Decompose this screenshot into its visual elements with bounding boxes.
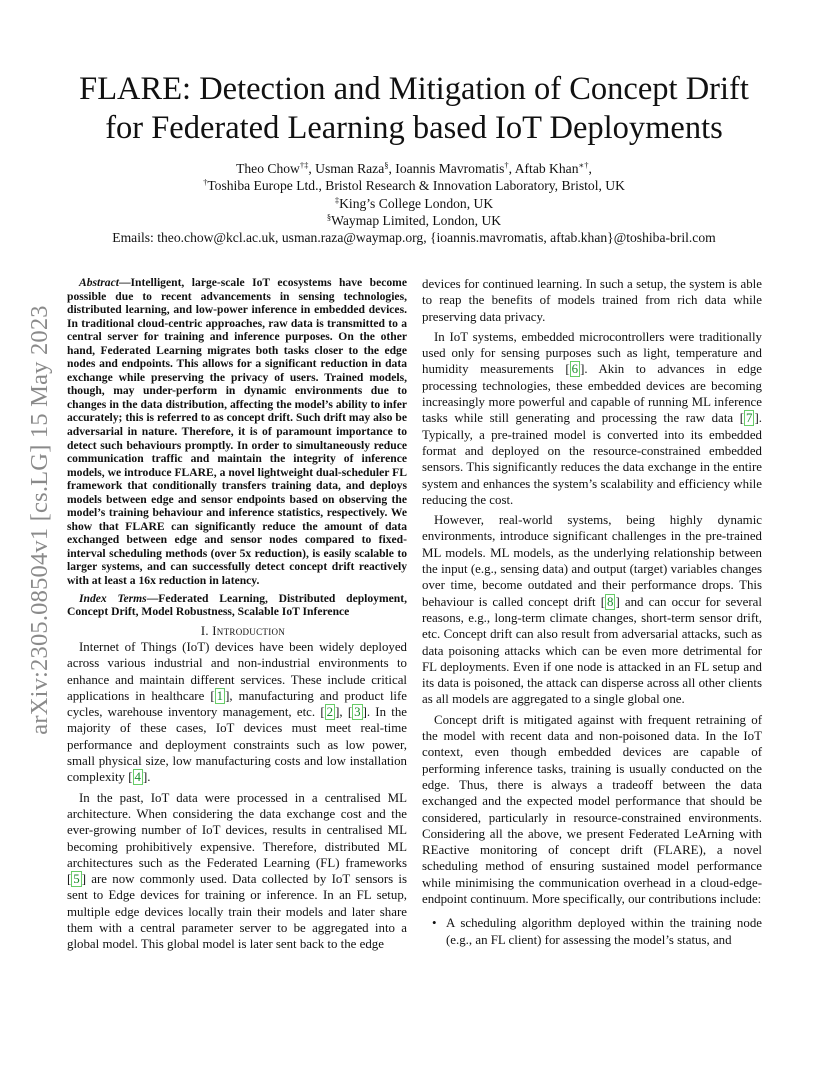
author-marker: § — [384, 160, 389, 170]
citation-link[interactable]: 1 — [216, 688, 224, 703]
affiliation: ‡King’s College London, UK — [334, 194, 494, 211]
paper-title — [40, 70, 788, 148]
author-block — [40, 160, 788, 246]
citation-link[interactable]: 7 — [746, 411, 753, 426]
citation-link[interactable]: 8 — [607, 594, 614, 609]
body-paragraph: In IoT systems, embedded microcontrollers were traditionally used only for sensing purposes such as light, temperature and humidity measurements [ 6 ]. Akin to advances in edge processing technologies, these embedded devices are becoming increasingly more powerful and capable of running ML inference tasks while still generating and processing the raw data [ 7 ]. Typically, a pre-trained model is converted into its embedded format and deployed on the resource-constrained embedded sensors. This significantly reduces the data exchange in the entire system and enhances the system’s scalability and efficiency while reducing the cost. — [422, 329, 762, 507]
author-marker: †‡ — [299, 160, 309, 170]
index-terms-text: —Federated Learning, Distributed deployment, Concept Drift, Model Robustness, Scalable IoT Inference — [67, 591, 407, 619]
author-name: Theo Chow — [236, 161, 300, 176]
arxiv-stamp: arXiv:2305.08504v1 [cs.LG] 15 May 2023 — [26, 305, 53, 735]
author-names: Theo Chow†‡, Usman Raza§, Ioannis Mavromatis†, Aftab Khan∗†, — [236, 160, 592, 176]
left-body — [67, 639, 407, 953]
right-column — [422, 276, 762, 948]
right-body — [422, 276, 762, 907]
index-terms-label: Index Terms — [79, 591, 147, 605]
citation-link[interactable]: 5 — [73, 872, 80, 887]
body-paragraph: In the past, IoT data were processed in a centralised ML architecture. When considering the data exchange cost and the ever-growing number of IoT devices, results in centralised ML becoming prohibitively expensive. Therefore, distributed ML architectures such as the Federated Learning (FL) frameworks [ 5 ] are now commonly used. Data collected by IoT sensors is sent to Edge devices for training or inference. In an FL setup, multiple edge devices locally train their models and later share them with a central parameter server to be aggregated into a global model. This global model is later sent back to the edge — [67, 790, 407, 952]
index-terms — [67, 592, 407, 619]
author-name: Aftab Khan — [514, 161, 579, 176]
citation-link[interactable]: 4 — [134, 770, 141, 785]
author-marker: † — [504, 160, 509, 170]
author-name: Ioannis Mavromatis — [395, 161, 505, 176]
body-paragraph: devices for continued learning. In such a setup, the system is able to reap the benefits of models trained from rich data while preserving data privacy. — [422, 277, 762, 324]
abstract-label: Abstract — [79, 276, 119, 289]
citation-link[interactable]: 3 — [354, 705, 361, 720]
contributions-list — [422, 915, 762, 948]
body-paragraph: However, real-world systems, being highly dynamic environments, introduce significant challenges in the pre-trained ML models. ML models, as the underlying relationship between the input (e.g., sensing data) and output (target) variables changes over time, become outdated and their performance drops. This behaviour is called concept drift [ 8 ] and can occur for several reasons, e.g., long-term climate changes, short-term sensor drift, etc. Concept drift can also result from adversarial attacks, such as data poisoning attacks which can be even more detrimental for FL deployments. Even if one node is attacked in an FL setup and its data is poisoned, the attack can disperse across all other clients as all models are aggregated to a single global one. — [422, 513, 762, 707]
left-column — [67, 276, 407, 953]
affiliations — [40, 177, 788, 229]
emails: Emails: theo.chow@kcl.ac.uk, usman.raza@waymap.org, {ioannis.mavromatis, aftab.khan}@toshiba-bril.com — [112, 230, 716, 246]
affiliation: §Waymap Limited, London, UK — [326, 211, 502, 228]
section-heading: I. Introduction — [200, 623, 286, 638]
body-paragraph: Concept drift is mitigated against with frequent retraining of the model with recent data and non-poisoned data. In the IoT context, even though embedded devices are capable of performing inference tasks, training is usually conducted on the edge. Thus, there is always a tradeoff between the data exchanged and the expected model performance that should be considered, particularly in resource-constrained environments. Considering all the above, we present Federated LeArning with REactive monitoring of concept drift (FLARE), a novel scheduling method of ensuring sustained model performance while minimising the communication overhead in a cloud-edge-endpoint continuum. More specifically, our contributions include: — [422, 712, 762, 906]
body-paragraph: Internet of Things (IoT) devices have been widely deployed across various industrial and non-industrial environments to enhance and maintain different services. These include critical applications in healthcare [ 1 ], manufacturing and product life cycles, warehouse inventory management, etc. [ 2 ], [ 3 ]. In the majority of these cases, IoT devices must meet real-time performance and deployment constraints such as low power, small physical size, low manufacturing costs and low installation complexity [ 4 ]. — [67, 639, 407, 785]
citation-link[interactable]: 2 — [326, 705, 334, 720]
affiliation: †Toshiba Europe Ltd., Bristol Research & Innovation Laboratory, Bristol, UK — [203, 177, 625, 194]
abstract — [67, 276, 407, 588]
title-line-1: FLARE: Detection and Mitigation of Concept Drift — [79, 71, 749, 107]
title-line-2: for Federated Learning based IoT Deployments — [105, 110, 723, 146]
abstract-text: —Intelligent, large-scale IoT ecosystems have become possible due to recent advancements in sensing technologies, distributed learning, and low-power inference in embedded devices. In traditional cloud-centric approaches, raw data is transmitted to a central server for training and inference purposes. On the other hand, Federated Learning migrates both tasks closer to the edge nodes and endpoints. This allows for a significant reduction in data exchange while preserving the privacy of users. Trained models, though, may under-perform in dynamic environments due to changes in the data distribution, affecting the model’s ability to infer accurately; this is referred to as concept drift. Such drift may also be adversarial in nature. Therefore, it is of paramount importance to detect such behaviours promptly. In order to simultaneously reduce communication traffic and maintain the integrity of inference models, we introduce FLARE, a novel lightweight dual-scheduler FL framework that conditionally transfers training data, and deploys models between edge and sensor endpoints based on observing the model’s training behaviour and inference statistics, respectively. We show that FLARE can significantly reduce the amount of data exchanged between edge and sensor nodes compared to fixed-interval scheduling methods (over 5x reduction), is easily scalable to larger systems, and can successfully detect concept drift reactively with at least a 16x reduction in latency. — [67, 276, 407, 588]
author-name: Usman Raza — [315, 161, 385, 176]
author-marker: ∗† — [578, 160, 589, 170]
citation-link[interactable]: 6 — [571, 362, 579, 377]
contribution-item: • A scheduling algorithm deployed within the training node (e.g., an FL client) for assessing the model’s status, and — [446, 915, 762, 948]
